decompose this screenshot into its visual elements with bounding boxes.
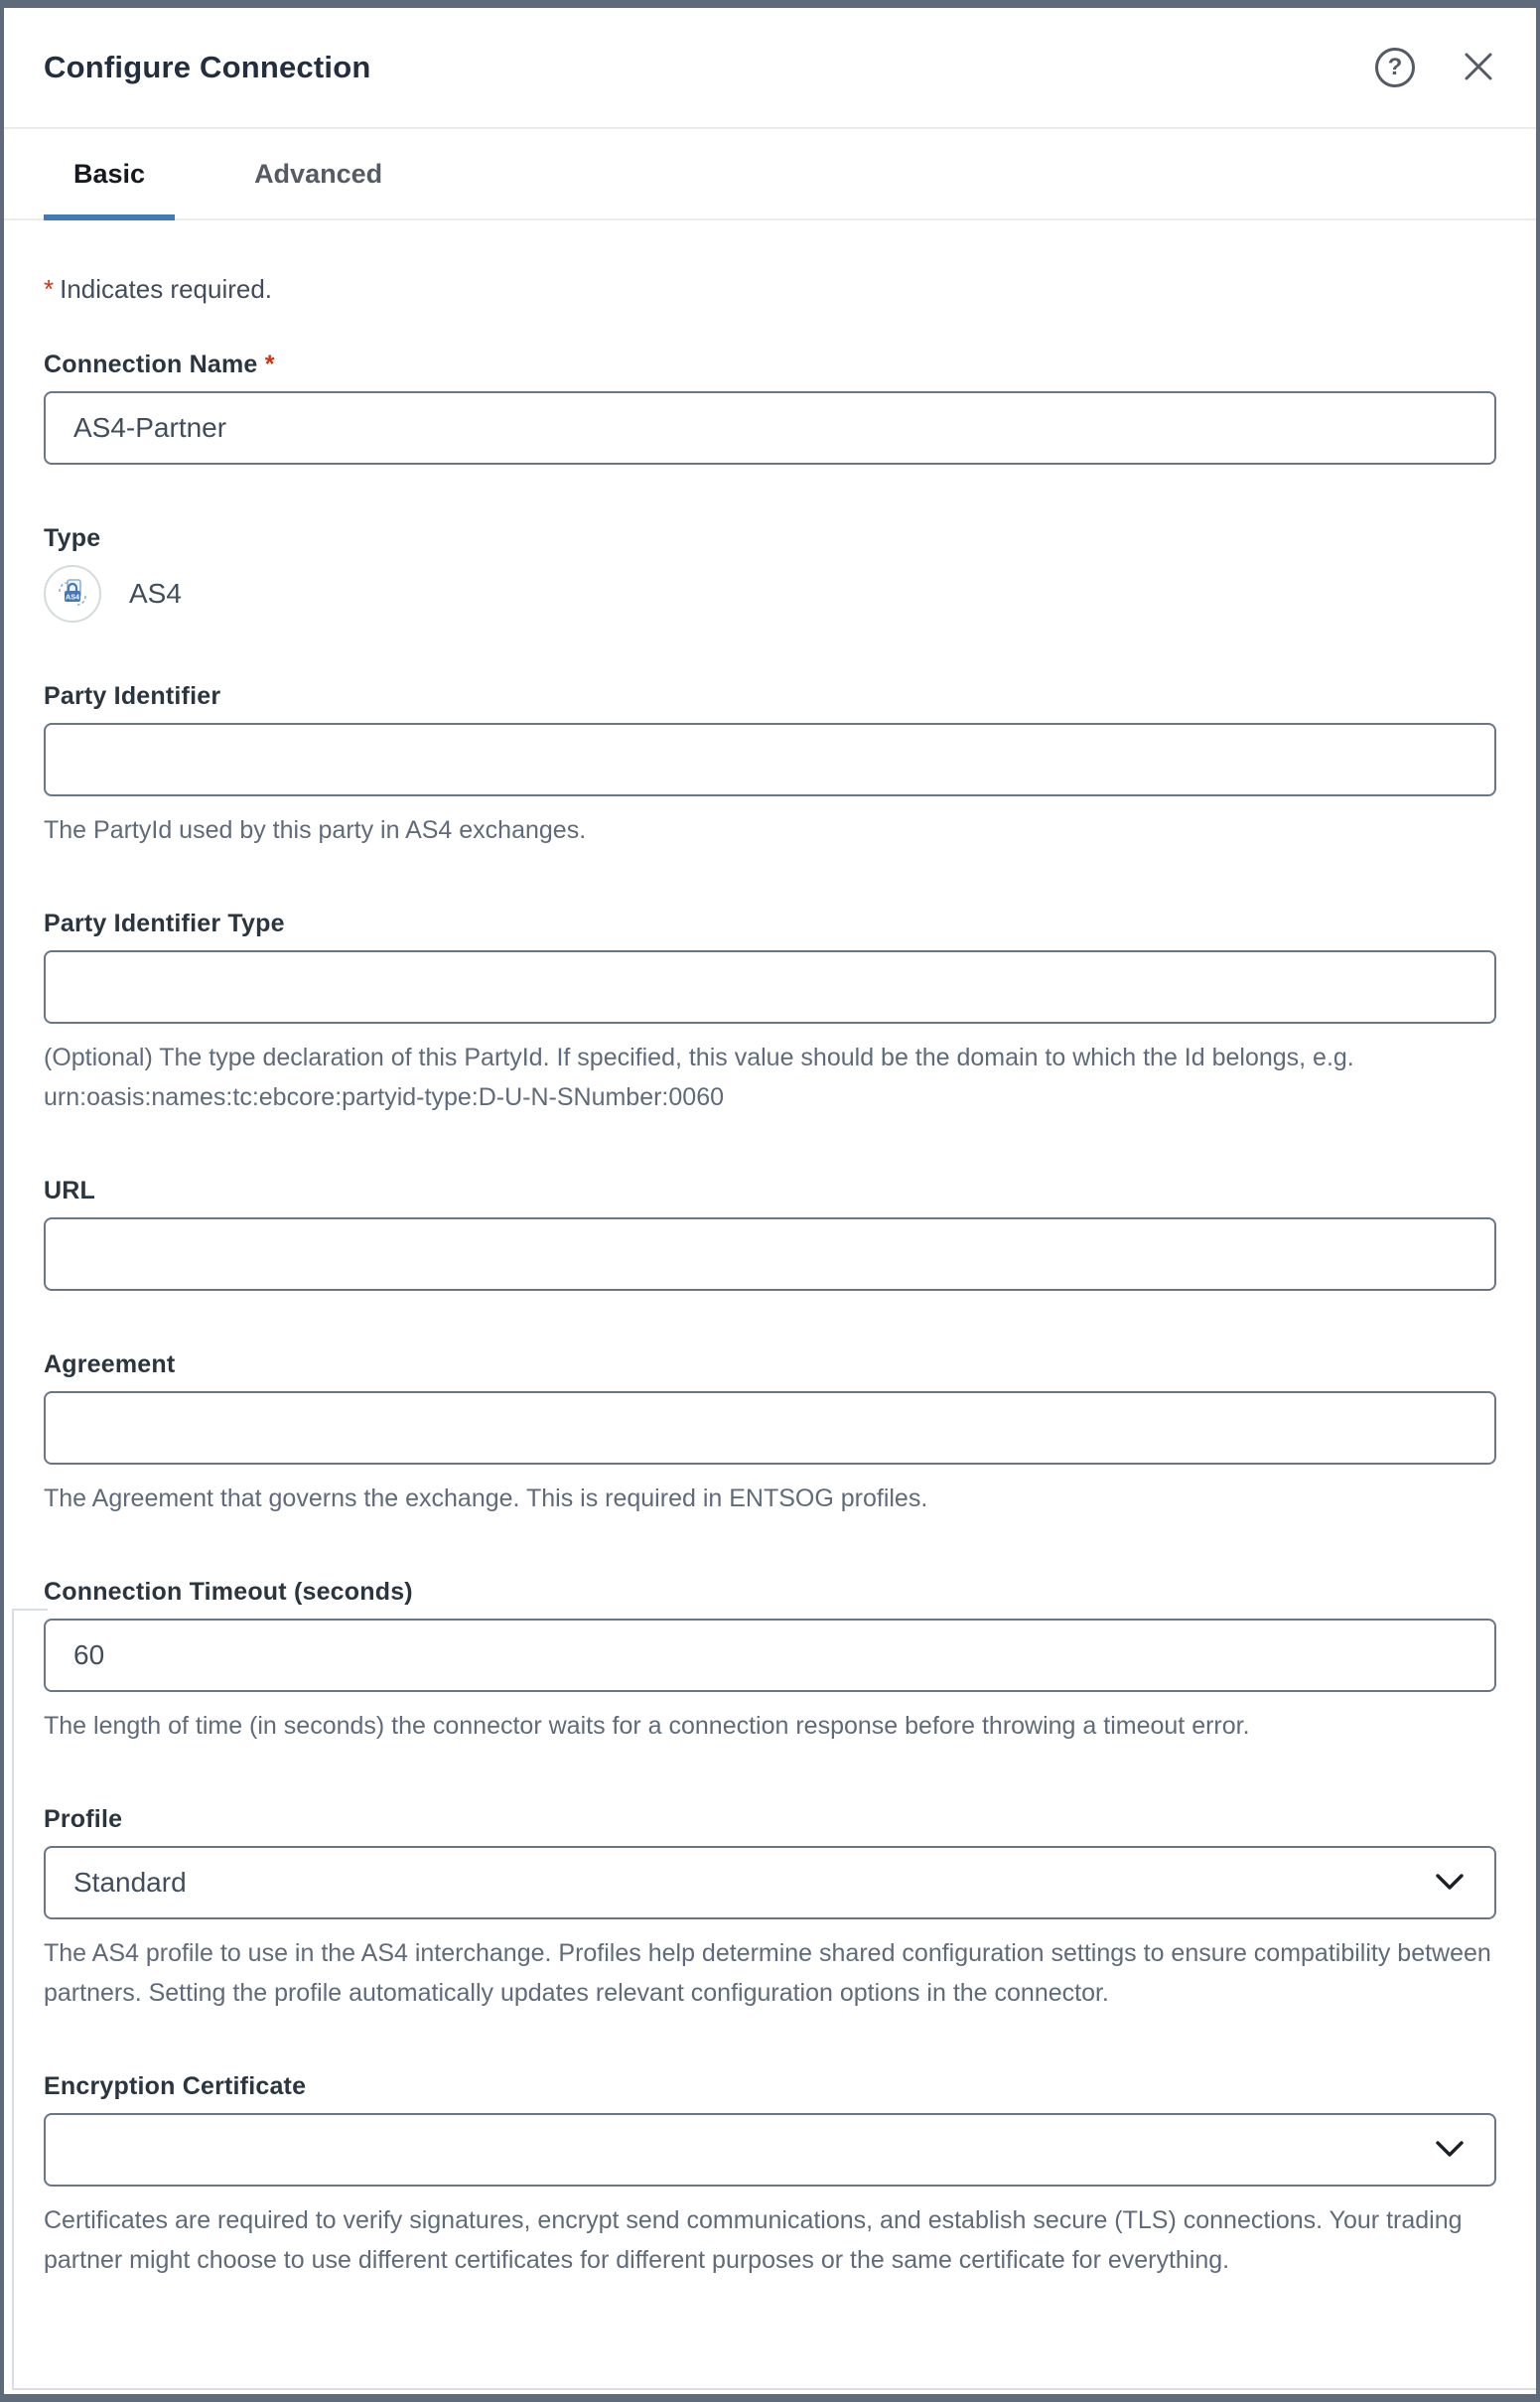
as4-icon-badge-text: AS4 bbox=[66, 592, 79, 602]
party-identifier-label: Party Identifier bbox=[44, 682, 221, 710]
party-identifier-input[interactable] bbox=[44, 723, 1496, 796]
field-url bbox=[44, 1177, 1496, 1291]
encryption-certificate-description: Certificates are required to verify signatures, encrypt send communications, and establish secure (TLS) connections. Your trading partner might choose to use different certificates for different purposes or the same certificate for everything. bbox=[44, 2206, 1463, 2274]
dialog-header bbox=[4, 8, 1536, 129]
agreement-input[interactable] bbox=[44, 1391, 1496, 1465]
profile-select[interactable] bbox=[44, 1846, 1496, 1919]
field-type bbox=[44, 524, 1496, 623]
field-party-identifier-type bbox=[44, 910, 1496, 1117]
tab-advanced[interactable]: Advanced bbox=[254, 158, 383, 189]
url-input[interactable] bbox=[44, 1217, 1496, 1291]
as4-connector-icon bbox=[44, 565, 101, 623]
tab-basic[interactable]: Basic bbox=[44, 129, 175, 218]
field-party-identifier bbox=[44, 682, 1496, 850]
party-identifier-type-input[interactable] bbox=[44, 950, 1496, 1024]
close-button[interactable] bbox=[1459, 47, 1498, 89]
type-label: Type bbox=[44, 524, 101, 552]
field-connection-name bbox=[44, 351, 1496, 465]
agreement-label: Agreement bbox=[44, 1350, 176, 1378]
profile-label: Profile bbox=[44, 1805, 123, 1833]
connection-timeout-input[interactable] bbox=[44, 1619, 1496, 1692]
help-button[interactable] bbox=[1375, 48, 1459, 87]
party-identifier-description: The PartyId used by this party in AS4 exchanges. bbox=[44, 816, 587, 844]
scroll-panel-top-edge bbox=[12, 1609, 48, 1611]
field-agreement bbox=[44, 1350, 1496, 1518]
tab-bar bbox=[4, 129, 1536, 220]
dialog-content bbox=[4, 274, 1536, 2280]
question-mark-icon: ? bbox=[1375, 48, 1415, 87]
connection-timeout-label: Connection Timeout (seconds) bbox=[44, 1578, 413, 1606]
required-asterisk: * bbox=[44, 274, 55, 304]
profile-select-value: Standard bbox=[73, 1867, 187, 1898]
type-value-row bbox=[44, 565, 1496, 623]
footer-divider bbox=[12, 2388, 1536, 2390]
url-label: URL bbox=[44, 1177, 95, 1204]
field-encryption-certificate bbox=[44, 2072, 1496, 2280]
connection-name-input[interactable] bbox=[44, 391, 1496, 465]
field-connection-timeout bbox=[44, 1578, 1496, 1746]
connection-name-label: Connection Name * bbox=[44, 351, 275, 378]
type-value-label: AS4 bbox=[129, 578, 182, 609]
party-identifier-type-description: (Optional) The type declaration of this PartyId. If specified, this value should be the domain to which the Id belongs, e.g. urn:oasis:names:tc:ebcore:partyid-type:D-U-N-SNumber:0060 bbox=[44, 1044, 1354, 1111]
scroll-panel-left-edge bbox=[12, 1609, 14, 2390]
profile-description: The AS4 profile to use in the AS4 interchange. Profiles help determine shared configuration settings to ensure compatibility between partners. Setting the profile automatically updates relevant configuration options in the connector. bbox=[44, 1939, 1491, 2007]
party-identifier-type-label: Party Identifier Type bbox=[44, 910, 285, 937]
close-icon bbox=[1459, 47, 1498, 89]
field-profile bbox=[44, 1805, 1496, 2013]
chevron-down-icon bbox=[1435, 1867, 1465, 1899]
encryption-certificate-select[interactable] bbox=[44, 2113, 1496, 2187]
dialog-title: Configure Connection bbox=[44, 50, 371, 84]
required-note bbox=[44, 274, 1496, 305]
required-asterisk: * bbox=[264, 351, 275, 378]
agreement-description: The Agreement that governs the exchange. This is required in ENTSOG profiles. bbox=[44, 1484, 928, 1512]
required-note-text: Indicates required. bbox=[60, 274, 273, 304]
chevron-down-icon bbox=[1435, 2134, 1465, 2166]
encryption-certificate-label: Encryption Certificate bbox=[44, 2072, 307, 2100]
connection-timeout-description: The length of time (in seconds) the connector waits for a connection response before throwing a timeout error. bbox=[44, 1712, 1250, 1740]
